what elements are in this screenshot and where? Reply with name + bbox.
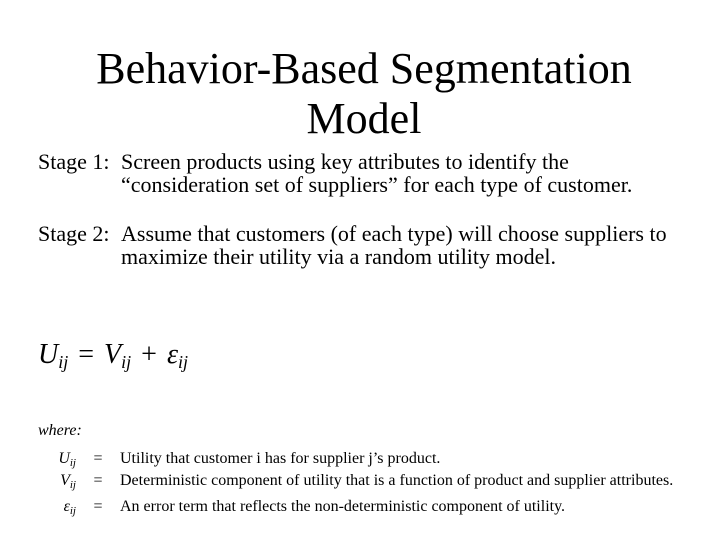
definition-text-v: Deterministic component of utility that is a function of product and supplier attributes. [120,472,674,489]
utility-equation [38,338,188,379]
definition-equals-epsilon: = [93,498,103,515]
equation-plus: + [141,339,157,370]
definition-row-u [38,450,710,472]
definition-symbol-v-subscript: ij [69,479,76,491]
stage-1-text: Screen products using key attributes to identify the “consideration set of suppliers” for each type of customer. [121,149,633,197]
definitions-table [38,450,710,520]
title-line-1: Behavior-Based Segmentation [96,44,632,93]
definition-row-v [38,472,710,494]
definition-symbol-epsilon-subscript: ij [69,505,76,517]
where-label: where: [38,422,82,439]
definition-symbol-u [38,450,76,472]
stage-2-label: Stage 2: [38,221,110,246]
definition-text-epsilon: An error term that reflects the non-deterministic component of utility. [120,498,566,515]
definition-symbol-v-letter: V [60,472,70,489]
equation-u-subscript: ij [58,352,69,372]
stage-2-text: Assume that customers (of each type) will choose suppliers to maximize their utility via a random utility model. [121,221,667,269]
stage-1-label: Stage 1: [38,149,110,174]
equation-epsilon-subscript: ij [178,352,189,372]
definition-equals-u: = [93,450,103,467]
definition-row-epsilon [38,494,710,520]
equation-v: V [104,339,122,370]
title-line-2: Model [306,94,422,143]
stage-1 [38,150,701,196]
definition-equals-v: = [93,472,103,489]
equation-equals: = [78,339,95,370]
definition-text-u: Utility that customer i has for supplier j’s product. [120,450,441,467]
definition-symbol-epsilon-letter: ε [63,498,70,515]
definition-symbol-u-subscript: ij [69,457,76,469]
equation-u: U [38,339,59,370]
equation-epsilon: ε [166,339,179,370]
definition-symbol-epsilon [38,494,76,520]
slide-title [0,44,720,144]
definition-symbol-v [38,472,76,494]
stage-2 [38,222,701,268]
definition-symbol-u-letter: U [58,450,70,467]
equation-v-subscript: ij [121,352,132,372]
